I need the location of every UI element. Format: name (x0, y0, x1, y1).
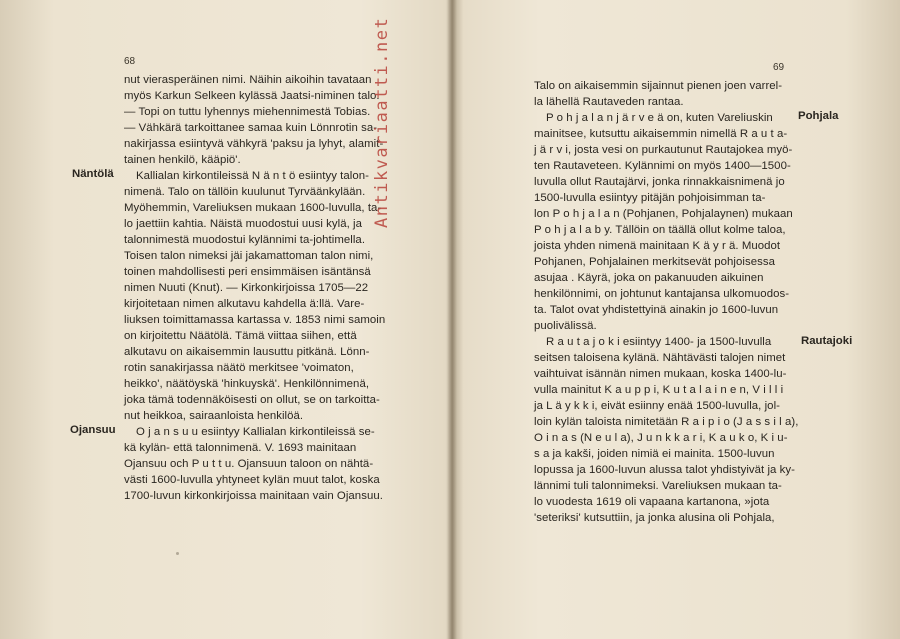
text-line: kä kylän- että talonnimenä. V. 1693 mainitaan (124, 442, 357, 454)
text-line: 'seteriksi' kutsuttiin, ja jonka alusina oli Pohjala, (534, 512, 775, 524)
text-line: västi 1600-luvulla yhtyneet kylän muut talot, koska (124, 474, 380, 486)
text-line: nut heikkoa, sairaanloista henkilöä. (124, 410, 304, 422)
text-line: toinen mahdollisesti peri ensimmäisen isäntänsä (124, 266, 371, 278)
watermark: Antikvariaatti.net (372, 16, 392, 228)
text-line: rotin sanakirjassa näätö merkitsee 'voimaton, (124, 362, 354, 374)
text-line: on kirjoitettu Näätölä. Tämä viittaa siihen, että (124, 330, 357, 342)
text-line: Kallialan kirkontileissä N ä n t ö esiintyy talon- (136, 170, 369, 182)
text-line: — Topi on tuttu lyhennys miehennimestä Tobias. (124, 106, 371, 118)
text-line: O j a n s u u esiintyy Kallialan kirkontileissä se- (136, 426, 375, 438)
margin-label-ojansuu: Ojansuu (70, 424, 116, 436)
text-line: lo jaettiin kahtia. Näistä muodostui uusi kylä, ja (124, 218, 363, 230)
text-line: lännimi tuli talonnimeksi. Vareliuksen mukaan ta- (534, 480, 782, 492)
text-line: liuksen toimittamassa kartassa v. 1853 nimi samoin (124, 314, 386, 326)
text-line: s a ja kakši, joiden nimiä ei mainita. 1500-luvun (534, 448, 775, 460)
right-page (452, 0, 900, 639)
text-line: kirjoitetaan nimen alkutavu kahdella ä:llä. Vare- (124, 298, 365, 310)
text-line: joista yhden nimenä mainitaan K ä y r ä. Muodot (534, 240, 781, 252)
text-line: loin kylän taloista nimitetään R a i p i o (J a s s i l a), (534, 416, 799, 428)
body-text (534, 78, 804, 526)
text-line: mainitsee, kutsuttu aikaisemmin nimellä R a u t a- (534, 128, 788, 140)
text-line: 1700-luvun kirkonkirjoissa mainitaan vain Ojansuu. (124, 490, 383, 502)
paper-speck (176, 552, 179, 555)
page-number: 68 (124, 56, 136, 67)
text-line: ja L ä y k k i, eivät esiinny enää 1500-luvulla, jol- (534, 400, 780, 412)
text-line: lopussa ja 1600-luvun alussa talot yhdistyivät ja ky- (534, 464, 795, 476)
text-line: — Vähkärä tarkoittanee samaa kuin Lönnrotin sa- (124, 122, 378, 134)
text-line: P o h j a l a b y. Tällöin on täällä ollut kolme taloa, (534, 224, 786, 236)
text-line: O i n a s (N e u l a), J u n k k a r i, K a u k o, K i u- (534, 432, 788, 444)
text-line: 1500-luvulla esiintyy pitäjän pohjoisimman ta- (534, 192, 766, 204)
text-line: henkilönnimi, on johtunut kantajansa ulkomuodos- (534, 288, 790, 300)
text-line: nut vierasperäinen nimi. Näihin aikoihin tavataan (124, 74, 372, 86)
page-number: 69 (773, 62, 785, 73)
text-line: joka tämä todennäköisesti on ollut, se on tarkoitta- (124, 394, 380, 406)
text-line: heikko', näätöyskä 'hinkuyskä'. Henkilönnimenä, (124, 378, 370, 390)
text-line: luvulla ollut Rautajärvi, jonka rinnakkaisnimenä jo (534, 176, 785, 188)
text-line: P o h j a l a n j ä r v e ä on, kuten Vareliuskin (546, 112, 773, 124)
text-line: j ä r v i, josta vesi on purkautunut Rautajokea myö- (534, 144, 793, 156)
text-line: tainen henkilö, kääpiö'. (124, 154, 241, 166)
text-line: nimen Nuuti (Knut). — Kirkonkirjoissa 1705—22 (124, 282, 369, 294)
text-line: nakirjassa esiintyvä vähkyrä 'paksu ja lyhyt, alamit- (124, 138, 384, 150)
text-line: seitsen taloisena kylänä. Nähtävästi talojen nimet (534, 352, 786, 364)
margin-label-pohjala: Pohjala (798, 110, 839, 122)
text-line: puolivälissä. (534, 320, 597, 332)
text-line: alkutavu on aikaisemmin lausuttu pitkänä. Lönn- (124, 346, 370, 358)
text-line: myös Karkun Selkeen kylässä Jaatsi-niminen talo. (124, 90, 380, 102)
text-line: la lähellä Rautaveden rantaa. (534, 96, 684, 108)
text-line: Myöhemmin, Vareliuksen mukaan 1600-luvulla, ta- (124, 202, 382, 214)
text-line: Pohjanen, Pohjalainen merkitsevät pohjoisessa (534, 256, 775, 268)
text-line: ten Rautaveteen. Kylännimi on myös 1400—1500- (534, 160, 791, 172)
text-line: ta. Talot ovat yhdistettyinä ainakin jo 1600-luvun (534, 304, 779, 316)
text-line: Talo on aikaisemmin sijainnut pienen joen varrel- (534, 80, 783, 92)
text-line: asujaa . Käyrä, joka on pakanuuden aikuinen (534, 272, 764, 284)
margin-label-nantola: Näntölä (72, 168, 114, 180)
text-line: lo vuodesta 1619 oli vapaana kartanona, »jota (534, 496, 770, 508)
text-line: R a u t a j o k i esiintyy 1400- ja 1500-luvulla (546, 336, 772, 348)
text-line: talonnimestä muodostui kylännimi ta-johtimella. (124, 234, 366, 246)
margin-label-rautajoki: Rautajoki (801, 335, 853, 347)
text-line: Ojansuu och P u t t u. Ojansuun taloon on nähtä- (124, 458, 374, 470)
text-line: lon P o h j a l a n (Pohjanen, Pohjalaynen) mukaan (534, 208, 793, 220)
text-line: Toisen talon nimeksi jäi jakamattoman talon nimi, (124, 250, 374, 262)
text-line: vaihtuivat isännän nimen mukaan, koska 1400-lu- (534, 368, 787, 380)
text-line: vulla mainitut K a u p p i, K u t a l a i n e n, V i l l i (534, 384, 784, 396)
body-text (124, 72, 396, 504)
text-line: nimenä. Talo on tällöin kuulunut Tyrväänkylään. (124, 186, 366, 198)
